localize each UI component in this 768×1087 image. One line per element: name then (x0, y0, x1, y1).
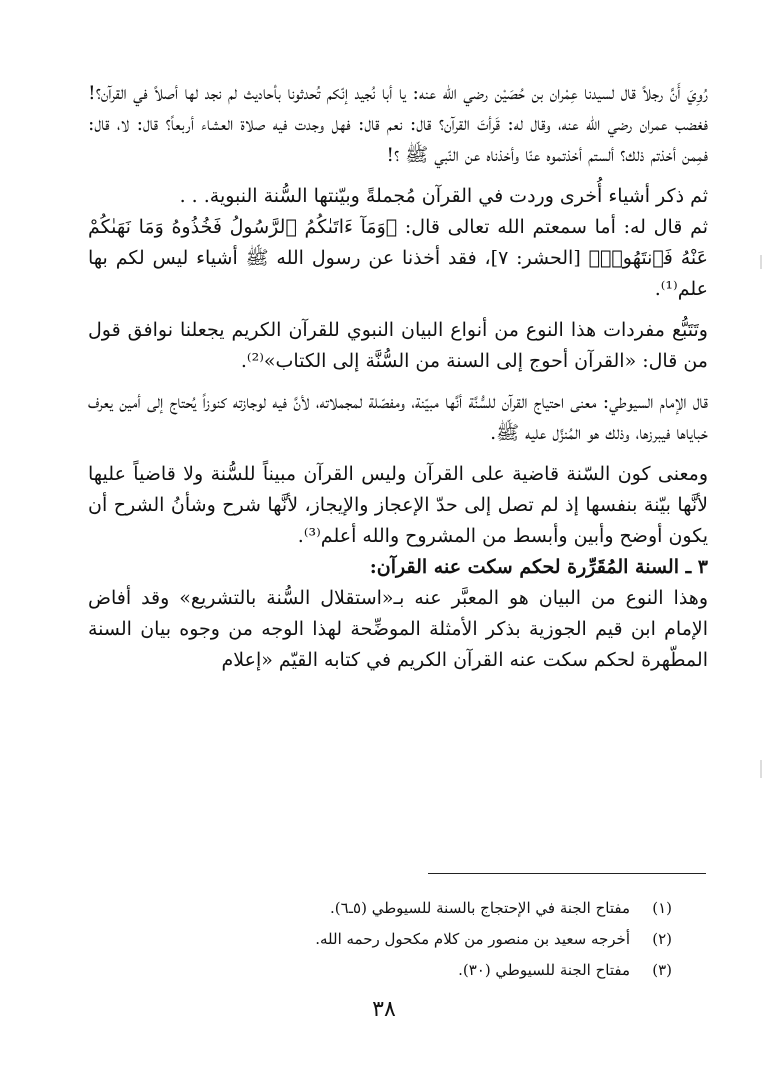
footnote-number: (١) (652, 899, 672, 917)
footnote-number: (٣) (652, 961, 672, 979)
footnotes (250, 893, 672, 986)
section-heading: ٣ ـ السنة المُقَرِّرة لحكم سكت عنه القرآن: (369, 556, 708, 578)
footnote-number: (٢) (652, 930, 672, 948)
footnote-3 (250, 955, 672, 986)
paragraph-7: وهذا النوع من البيان هو المعبَّر عنه بـ«استقلال السُّنة بالتشريع» وقد أفاض الإمام ابن قيم الجوزية بذكر الأمثلة الموضِّحة لهذا الوجه من وجوه بيان السنة المطّهرة لحكم سكت عنه القرآن الكريم في كتابه القيّم «إعلام (88, 587, 708, 671)
page-body (88, 78, 708, 676)
paragraph-5: قال الإمام السيوطي: معنى احتياج القرآن للسُّنَّة أنَّها مبيّنة، ومفصّلة لمجملاته، لأنَّ فيه لوجازته كنوزاً يُحتاج إلى أمين يعرف خباياها فيبرزها، وذلك هو المُنزَّل عليه ﷺ. (88, 391, 708, 444)
footnote-text: مفتاح الجنة للسيوطي (٣٠). (458, 961, 630, 979)
paragraph-hadith (88, 78, 708, 171)
paragraph-tracking (88, 315, 708, 377)
footnote-text: أخرجه سعيد بن منصور من كلام مكحول رحمه الله. (315, 930, 630, 948)
page-number: ٣٨ (372, 997, 396, 1022)
scan-edge-mark (760, 760, 762, 778)
paragraph-meaning (88, 459, 708, 676)
paragraph-6: ومعنى كون السّنة قاضية على القرآن وليس القرآن مبيناً للسُّنة ولا قاضياً عليها لأنَّها بيّنة بنفسها إذ لم تصل إلى حدّ الإعجاز والإيجاز، لأنَّها شرح وشأنُ الشرح أن يكون أوضح وأبين وأبسط من المشروح والله أعلم⁽³⁾. (88, 463, 708, 547)
paragraph-4: وتَتَبُّع مفردات هذا النوع من أنواع البيان النبوي للقرآن الكريم يجعلنا نوافق قول من قال: «القرآن أحوج إلى السنة من السُّنَّة إلى الكتاب»⁽²⁾. (88, 319, 708, 372)
scan-edge-mark (760, 255, 762, 269)
paragraph-2: ثم ذكر أشياء أُخرى وردت في القرآن مُجملةً وبيّنتها السُّنة النبوية. . . (179, 185, 708, 207)
footnote-text: مفتاح الجنة في الإحتجاج بالسنة للسيوطي (٥ـ٦). (329, 899, 630, 917)
footnote-2 (250, 924, 672, 955)
footnote-1 (250, 893, 672, 924)
footnotes-divider (428, 873, 706, 874)
paragraph-1: رُوِيَ أَنَّ رجلاً قال لسيدنا عِمْران بن حُصَيْن رضي الله عنه: يا أبا نُجيد إنّكم تُحدثونا بأحاديث لم نجد لها أصلاً في القرآن؟! فغضب عمران رضي الله عنه، وقال له: قَرأتَ القرآن؟ قال: نعم قال: فهل وجدت فيه صلاة العشاء أربعاً؟ قال: لا، قال: فمِمن أخذتم ذلك؟ ألستم أخذتموه عنّا وأخذناه عن النّبي ﷺ ؟! (88, 82, 708, 166)
paragraph-mention (88, 181, 708, 305)
paragraph-suyuti (88, 387, 708, 449)
paragraph-3: ثم قال له: أما سمعتم الله تعالى قال: ﴿وَمَآ ءَاتَىٰكُمُ ٱلرَّسُولُ فَخُذُوهُ وَمَا نَهَىٰكُمْ عَنْهُ فَٱنتَهُوا۟﴾ [الحشر: ٧]، فقد أخذنا عن رسول الله ﷺ أشياء ليس لكم بها علم⁽¹⁾. (88, 216, 708, 300)
